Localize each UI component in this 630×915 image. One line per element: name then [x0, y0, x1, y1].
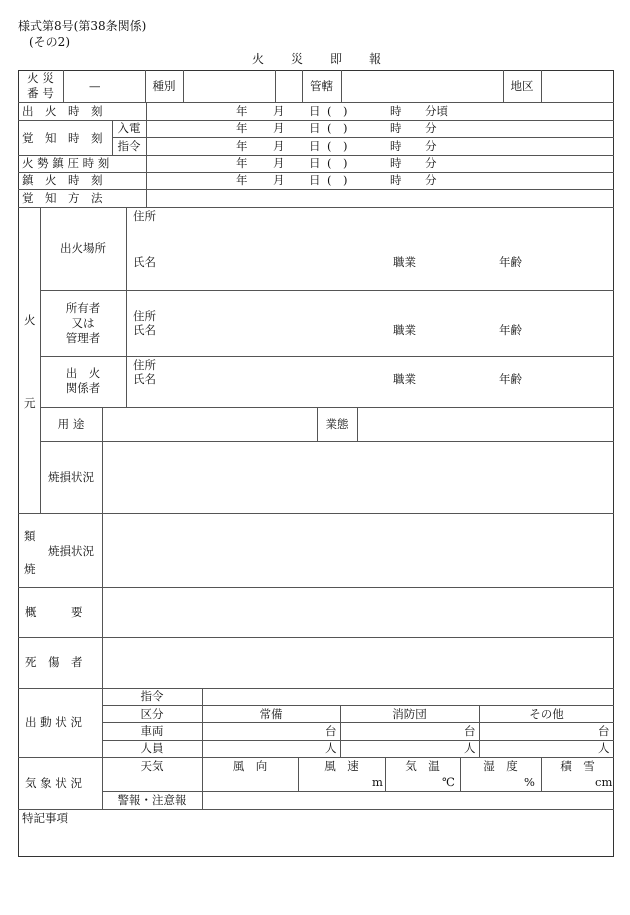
related-name-label: 氏名 — [133, 372, 156, 386]
owner-address-label: 住所 — [133, 309, 156, 323]
minute-label: 分 — [425, 173, 437, 187]
extinguish-time-label: 鎮 火 時 刻 — [22, 173, 103, 187]
dispatch-command-label: 指令 — [140, 689, 164, 703]
regular-vehicle-unit: 台 — [325, 724, 337, 738]
hour-label: 時 — [390, 121, 402, 135]
wind-speed-label: 風 速 — [324, 759, 359, 773]
owner-name-label: 氏名 — [133, 323, 156, 337]
year-label: 年 — [236, 173, 248, 187]
other-vehicle-unit: 台 — [598, 724, 610, 738]
hour-label: 時 — [390, 104, 402, 118]
hour-label: 時 — [390, 139, 402, 153]
snow-unit: cm — [595, 775, 613, 789]
spread-damage-label: 焼損状況 — [48, 544, 94, 558]
day-label: 日 — [309, 121, 321, 135]
owner-label-1: 所有者 — [65, 301, 101, 315]
usage-label: 用 途 — [57, 417, 85, 431]
weekday-label: ( ) — [327, 104, 348, 118]
origin-section-char-1: 火 — [24, 313, 36, 327]
jurisdiction-label: 管轄 — [310, 79, 333, 93]
casualties-label: 死 傷 者 — [25, 655, 83, 669]
year-label: 年 — [236, 121, 248, 135]
month-label: 月 — [273, 139, 285, 153]
spread-section-char-2: 焼 — [24, 562, 36, 576]
other-column-header: その他 — [529, 707, 564, 721]
fire-place-occupation-label: 職業 — [393, 255, 416, 269]
dispatch-personnel-label: 人員 — [140, 741, 164, 755]
minute-label: 分 — [425, 121, 437, 135]
wind-direction-label: 風 向 — [232, 759, 268, 773]
dispatch-category-label: 区分 — [140, 707, 164, 721]
spread-section-char-1: 類 — [24, 529, 36, 543]
fire-number-value[interactable]: — — [89, 79, 101, 93]
month-label: 月 — [273, 104, 285, 118]
dispatch-order-label: 指令 — [117, 139, 141, 153]
district-label: 地区 — [510, 79, 534, 93]
temperature-unit: ℃ — [442, 775, 455, 789]
weather-status-label: 気 象 状 況 — [25, 776, 82, 790]
volunteer-column-header: 消防団 — [392, 707, 427, 721]
wind-speed-unit: m — [372, 775, 383, 789]
humidity-label: 湿 度 — [483, 759, 518, 773]
other-personnel-unit: 人 — [598, 741, 610, 755]
business-type-label: 業態 — [325, 417, 349, 431]
day-label: 日 — [309, 139, 321, 153]
year-label: 年 — [236, 104, 248, 118]
form-number: 様式第8号(第38条関係) — [18, 19, 147, 33]
related-occupation-label: 職業 — [393, 372, 416, 386]
day-label: 日 — [309, 156, 321, 170]
fire-place-age-label: 年齢 — [499, 255, 522, 269]
warnings-label: 警報・注意報 — [117, 793, 187, 807]
month-label: 月 — [273, 156, 285, 170]
snow-label: 積 雪 — [560, 759, 595, 773]
regular-personnel-unit: 人 — [325, 741, 337, 755]
owner-occupation-label: 職業 — [393, 323, 416, 337]
minute-label: 分 — [425, 156, 437, 170]
regular-column-header: 常備 — [259, 707, 283, 721]
hour-label: 時 — [390, 156, 402, 170]
summary-label: 概 要 — [25, 605, 83, 619]
month-label: 月 — [273, 173, 285, 187]
volunteer-personnel-unit: 人 — [464, 741, 476, 755]
humidity-unit: % — [524, 775, 535, 789]
related-age-label: 年齢 — [499, 372, 522, 386]
type-label: 種別 — [152, 79, 176, 93]
dispatch-vehicles-label: 車両 — [140, 724, 164, 738]
weekday-label: ( ) — [327, 139, 348, 153]
notice-time-label: 覚 知 時 刻 — [22, 131, 103, 145]
temperature-label: 気 温 — [405, 759, 440, 773]
remarks-label: 特記事項 — [22, 811, 68, 825]
notice-method-label: 覚 知 方 法 — [22, 191, 103, 205]
form-part: (その2) — [29, 35, 70, 49]
owner-label-3: 管理者 — [65, 331, 101, 345]
weekday-label: ( ) — [327, 121, 348, 135]
year-label: 年 — [236, 156, 248, 170]
fire-place-name-label: 氏名 — [133, 255, 156, 269]
origin-damage-label: 焼損状況 — [48, 470, 94, 484]
weekday-label: ( ) — [327, 156, 348, 170]
fire-place-label: 出火場所 — [60, 241, 106, 255]
fire-number-label: 火 災 — [27, 71, 54, 85]
fire-place-address-label: 住所 — [133, 209, 156, 223]
year-label: 年 — [236, 139, 248, 153]
volunteer-vehicle-unit: 台 — [464, 724, 476, 738]
weekday-label: ( ) — [327, 173, 348, 187]
minute-approx-label: 分頃 — [425, 104, 448, 118]
fire-number-label-2: 番 号 — [27, 86, 54, 100]
related-person-label-2: 関係者 — [65, 381, 101, 395]
day-label: 日 — [309, 104, 321, 118]
outbreak-time-label: 出 火 時 刻 — [22, 104, 103, 118]
dispatch-status-label: 出 動 状 況 — [25, 715, 82, 729]
day-label: 日 — [309, 173, 321, 187]
page-title: 火 災 即 報 — [252, 52, 383, 66]
month-label: 月 — [273, 121, 285, 135]
related-address-label: 住所 — [133, 358, 156, 372]
hour-label: 時 — [390, 173, 402, 187]
origin-section-char-2: 元 — [24, 396, 36, 410]
owner-label-2: 又は — [71, 316, 95, 330]
inbound-call-label: 入電 — [117, 121, 141, 135]
suppression-time-label: 火 勢 鎮 圧 時 刻 — [22, 156, 110, 170]
weather-label: 天気 — [140, 759, 164, 773]
related-person-label-1: 出 火 — [65, 366, 101, 380]
owner-age-label: 年齢 — [499, 323, 522, 337]
minute-label: 分 — [425, 139, 437, 153]
